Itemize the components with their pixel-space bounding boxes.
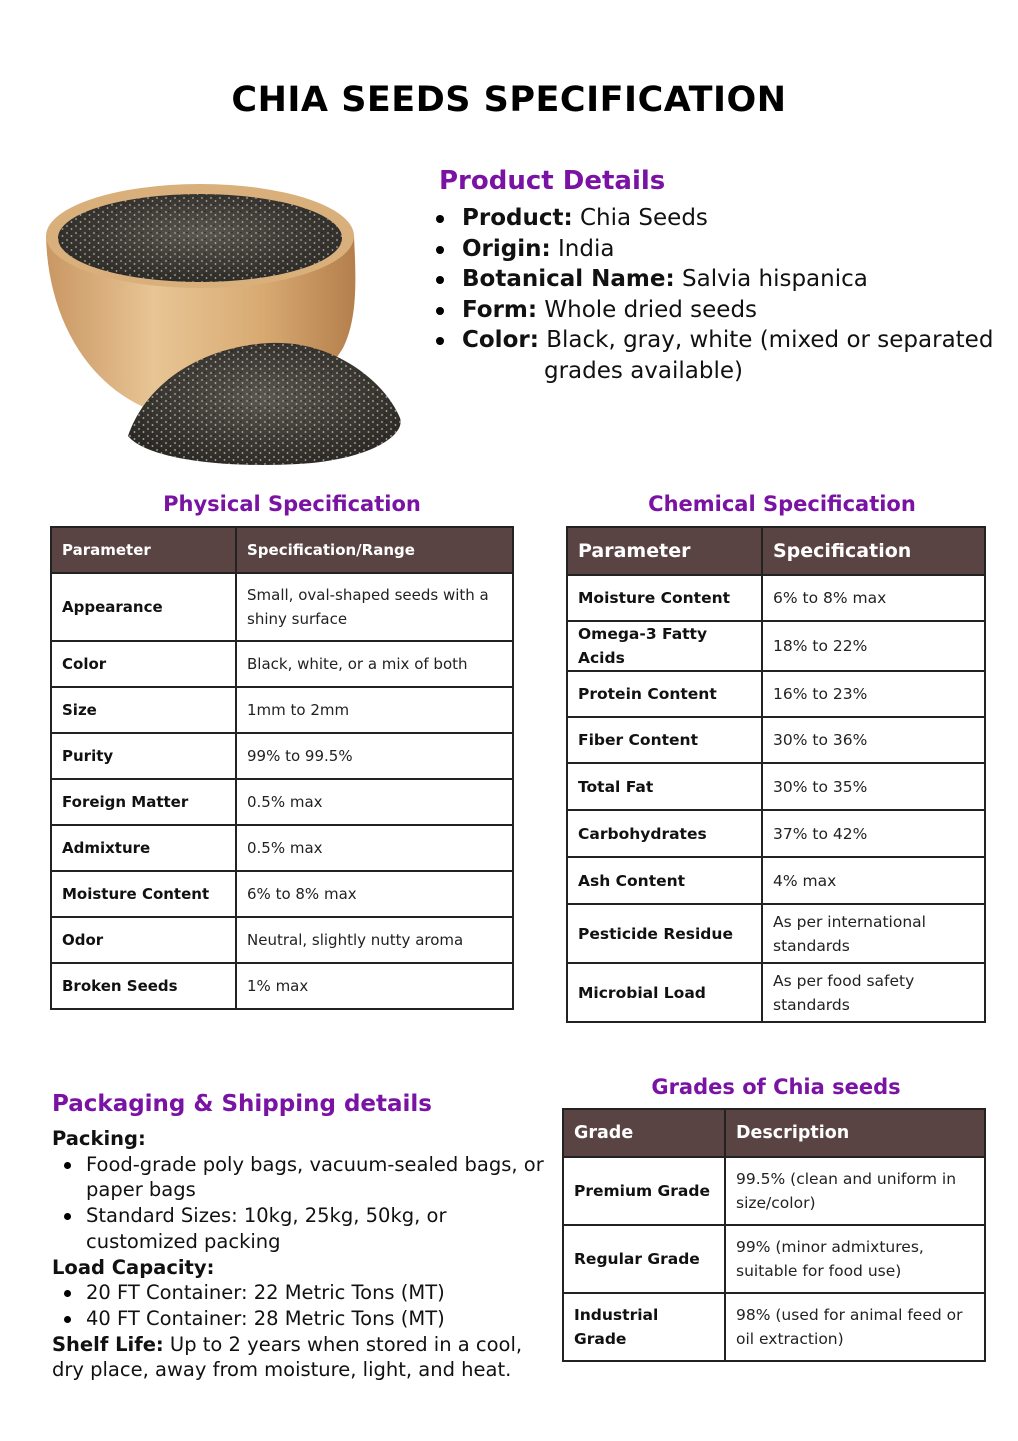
product-details-heading: Product Details — [439, 166, 666, 196]
grades-table — [562, 1108, 986, 1362]
column-header: Parameter — [567, 527, 762, 575]
packing-label: Packing: — [52, 1127, 146, 1150]
page-title: CHIA SEEDS SPECIFICATION — [231, 80, 787, 120]
list-item: Botanical Name: Salvia hispanica — [436, 264, 1016, 295]
list-item: 40 FT Container: 28 Metric Tons (MT) — [52, 1306, 552, 1332]
column-header: Parameter — [51, 527, 236, 573]
column-header: Specification/Range — [236, 527, 513, 573]
list-item: Form: Whole dried seeds — [436, 295, 1016, 326]
list-item: Standard Sizes: 10kg, 25kg, 50kg, or customized packing — [52, 1203, 552, 1254]
chemical-spec-table — [566, 526, 986, 1023]
table-row: Appearance Small, oval-shaped seeds with a shiny surface — [51, 573, 513, 641]
packaging-details — [52, 1126, 552, 1383]
list-item: 20 FT Container: 22 Metric Tons (MT) — [52, 1280, 552, 1306]
list-item: Origin: India — [436, 234, 1016, 265]
table-row: Moisture Content 6% to 8% max — [567, 575, 985, 621]
list-item: Product: Chia Seeds — [436, 203, 1016, 234]
table-row: Foreign Matter 0.5% max — [51, 779, 513, 825]
shelf-life: Shelf Life: Up to 2 years when stored in a cool, dry place, away from moisture, light, and heat. — [52, 1332, 523, 1382]
table-row: Ash Content 4% max — [567, 857, 985, 904]
packing-list — [52, 1152, 552, 1255]
table-row: Purity 99% to 99.5% — [51, 733, 513, 779]
column-header: Grade — [563, 1109, 725, 1157]
column-header: Specification — [762, 527, 985, 575]
table-row: Fiber Content 30% to 36% — [567, 717, 985, 763]
table-row: Admixture 0.5% max — [51, 825, 513, 871]
physical-spec-heading: Physical Specification — [163, 492, 421, 516]
table-row: Microbial Load As per food safety standards — [567, 963, 985, 1022]
table-row: Regular Grade 99% (minor admixtures, suitable for food use) — [563, 1225, 985, 1293]
table-row: Odor Neutral, slightly nutty aroma — [51, 917, 513, 963]
list-item: Color: Black, gray, white (mixed or separated grades available) — [436, 325, 1016, 386]
table-row: Carbohydrates 37% to 42% — [567, 810, 985, 857]
table-row: Total Fat 30% to 35% — [567, 763, 985, 810]
product-details-list — [436, 203, 1016, 386]
table-row: Broken Seeds 1% max — [51, 963, 513, 1009]
load-capacity-list — [52, 1280, 552, 1331]
list-item: Food-grade poly bags, vacuum-sealed bags, or paper bags — [52, 1152, 552, 1203]
chia-seeds-bowl-image — [38, 168, 408, 473]
table-row: Pesticide Residue As per international standards — [567, 904, 985, 963]
chemical-spec-heading: Chemical Specification — [648, 492, 916, 516]
column-header: Description — [725, 1109, 985, 1157]
grades-heading: Grades of Chia seeds — [651, 1075, 901, 1099]
table-row: Color Black, white, or a mix of both — [51, 641, 513, 687]
table-row: Size 1mm to 2mm — [51, 687, 513, 733]
load-capacity-label: Load Capacity: — [52, 1255, 215, 1279]
table-row: Industrial Grade 98% (used for animal feed or oil extraction) — [563, 1293, 985, 1361]
table-row: Omega-3 Fatty Acids 18% to 22% — [567, 621, 985, 671]
table-row: Premium Grade 99.5% (clean and uniform in size/color) — [563, 1157, 985, 1225]
packaging-heading: Packaging & Shipping details — [52, 1091, 432, 1117]
table-row: Moisture Content 6% to 8% max — [51, 871, 513, 917]
physical-spec-table — [50, 526, 514, 1010]
table-row: Protein Content 16% to 23% — [567, 671, 985, 717]
